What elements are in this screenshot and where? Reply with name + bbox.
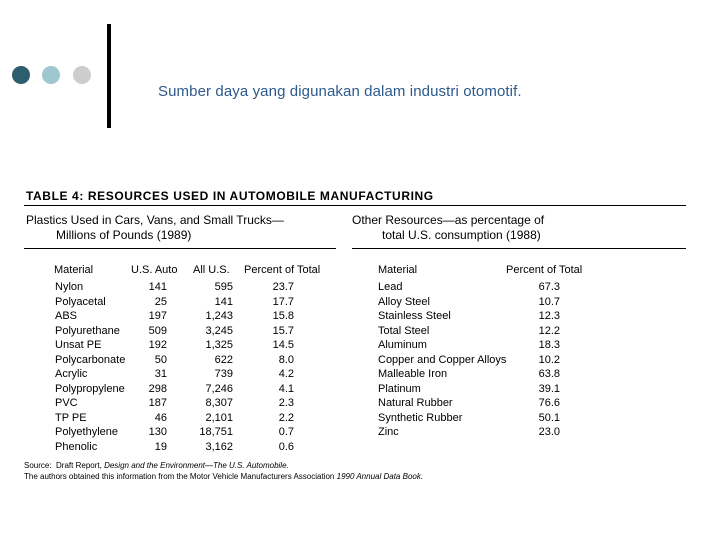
plastics-cell-percent: 2.3: [278, 397, 294, 409]
plastics-cell-percent: 15.8: [272, 310, 294, 322]
source-label: Source:: [24, 461, 52, 470]
other-cell-material: Stainless Steel: [378, 310, 451, 322]
other-table-row: [0, 425, 728, 440]
plastics-cell-us-auto: 25: [154, 295, 167, 308]
other-cell-material: Alloy Steel: [378, 295, 430, 308]
slide-subtitle: Sumber daya yang digunakan dalam industri otomotif.: [158, 83, 522, 100]
other-table-row: [0, 324, 728, 339]
plastics-cell-percent: 8.0: [278, 353, 294, 366]
plastics-section-title: [26, 213, 284, 243]
plastics-cell-material: Polyurethane: [55, 324, 120, 337]
plastics-table-row: [0, 440, 340, 455]
plastics-cell-material: TP PE: [55, 411, 87, 424]
other-table-row: [0, 309, 728, 324]
plastics-cell-all-us: 739: [214, 368, 233, 380]
plastics-cell-percent: 15.7: [272, 324, 294, 337]
other-cell-material: Lead: [378, 281, 403, 293]
plastics-cell-material: Acrylic: [55, 368, 88, 380]
other-table-row: [0, 353, 728, 368]
plastics-cell-all-us: 7,246: [205, 382, 233, 395]
other-table-row: [0, 411, 728, 426]
other-title-line2: total U.S. consumption (1988): [382, 228, 541, 242]
source-note-prefix: The authors obtained this information from the Motor Vehicle Manufacturers Association: [24, 472, 335, 481]
other-header-material: Material: [378, 264, 418, 276]
other-cell-material: Malleable Iron: [378, 368, 448, 380]
plastics-header-all-us: All U.S.: [193, 264, 230, 276]
plastics-cell-all-us: 595: [214, 281, 233, 293]
other-section-title: [352, 213, 544, 243]
other-cell-percent: 76.6: [538, 397, 560, 409]
other-table-row: [0, 338, 728, 353]
other-cell-percent: 12.3: [538, 310, 560, 322]
plastics-cell-all-us: 8,307: [205, 397, 233, 409]
plastics-cell-all-us: 141: [214, 295, 233, 308]
plastics-header-material: Material: [54, 264, 94, 276]
source-title: Design and the Environment—The U.S. Automobile.: [104, 461, 289, 470]
plastics-cell-percent: 2.2: [278, 411, 294, 424]
other-header-percent: Percent of Total: [506, 264, 583, 276]
other-cell-percent: 67.3: [538, 281, 560, 293]
plastics-cell-us-auto: 187: [148, 397, 167, 409]
other-cell-material: Platinum: [378, 382, 421, 395]
plastics-cell-us-auto: 192: [148, 339, 167, 351]
plastics-cell-material: ABS: [55, 310, 78, 322]
other-table-row: [0, 382, 728, 397]
decor-dot-light: [42, 66, 60, 84]
other-cell-material: Aluminum: [378, 339, 427, 351]
plastics-cell-material: PVC: [55, 397, 78, 409]
other-section-rule: [352, 248, 686, 249]
plastics-cell-material: Phenolic: [55, 440, 98, 453]
decor-dot-gray: [73, 66, 91, 84]
table-title-rule: [24, 205, 686, 206]
source-note-book: 1990 Annual Data Book.: [336, 472, 424, 481]
other-cell-percent: 18.3: [538, 339, 560, 351]
other-cell-material: Copper and Copper Alloys: [378, 353, 507, 366]
plastics-cell-percent: 23.7: [272, 281, 294, 293]
plastics-cell-all-us: 622: [214, 353, 233, 366]
other-table-row: [0, 367, 728, 382]
other-cell-percent: 50.1: [538, 411, 560, 424]
other-cell-percent: 12.2: [538, 324, 560, 337]
plastics-cell-us-auto: 50: [154, 353, 167, 366]
plastics-cell-all-us: 18,751: [199, 426, 233, 438]
plastics-cell-material: Polycarbonate: [55, 353, 126, 366]
other-cell-material: Synthetic Rubber: [378, 411, 463, 424]
plastics-cell-all-us: 1,243: [205, 310, 233, 322]
plastics-title-line1: Plastics Used in Cars, Vans, and Small Trucks—: [26, 213, 284, 227]
other-cell-material: Natural Rubber: [378, 397, 453, 409]
plastics-cell-material: Unsat PE: [55, 339, 102, 351]
plastics-cell-material: Nylon: [55, 281, 84, 293]
plastics-cell-us-auto: 509: [148, 324, 167, 337]
plastics-cell-percent: 14.5: [272, 339, 294, 351]
plastics-cell-percent: 4.1: [278, 382, 294, 395]
other-cell-percent: 10.2: [538, 353, 560, 366]
other-cell-percent: 23.0: [538, 426, 560, 438]
table-title: TABLE 4: RESOURCES USED IN AUTOMOBILE MANUFACTURING: [26, 189, 434, 203]
plastics-cell-material: Polyethylene: [55, 426, 118, 438]
other-table-row: [0, 396, 728, 411]
plastics-cell-us-auto: 298: [148, 382, 167, 395]
other-title-line1: Other Resources—as percentage of: [352, 213, 545, 227]
other-cell-percent: 39.1: [538, 382, 560, 395]
other-table-row: [0, 280, 728, 295]
plastics-cell-us-auto: 19: [154, 440, 167, 453]
plastics-cell-all-us: 1,325: [205, 339, 233, 351]
plastics-cell-material: Polyacetal: [55, 295, 106, 308]
plastics-cell-us-auto: 130: [148, 426, 167, 438]
plastics-cell-percent: 0.6: [278, 440, 294, 453]
plastics-cell-percent: 0.7: [278, 426, 294, 438]
plastics-cell-us-auto: 46: [154, 411, 167, 424]
plastics-section-rule: [24, 248, 336, 249]
plastics-cell-all-us: 2,101: [205, 411, 233, 424]
source-line: [24, 461, 289, 470]
other-cell-percent: 10.7: [538, 295, 560, 308]
source-note: [24, 472, 423, 481]
source-report: Draft Report,: [56, 461, 102, 470]
other-table-row: [0, 295, 728, 310]
plastics-cell-us-auto: 197: [148, 310, 167, 322]
plastics-cell-material: Polypropylene: [55, 382, 125, 395]
other-cell-material: Zinc: [378, 426, 399, 438]
decor-dot-dark: [12, 66, 30, 84]
plastics-cell-all-us: 3,162: [205, 440, 233, 453]
plastics-title-line2: Millions of Pounds (1989): [56, 228, 192, 242]
plastics-header-us-auto: U.S. Auto: [131, 264, 178, 276]
plastics-cell-all-us: 3,245: [205, 324, 233, 337]
other-cell-percent: 63.8: [538, 368, 560, 380]
other-cell-material: Total Steel: [378, 324, 430, 337]
plastics-cell-us-auto: 141: [148, 281, 167, 293]
decor-vertical-bar: [107, 24, 111, 128]
plastics-cell-percent: 4.2: [278, 368, 294, 380]
plastics-cell-us-auto: 31: [154, 368, 167, 380]
plastics-cell-percent: 17.7: [272, 295, 294, 308]
plastics-header-percent: Percent of Total: [244, 264, 321, 276]
